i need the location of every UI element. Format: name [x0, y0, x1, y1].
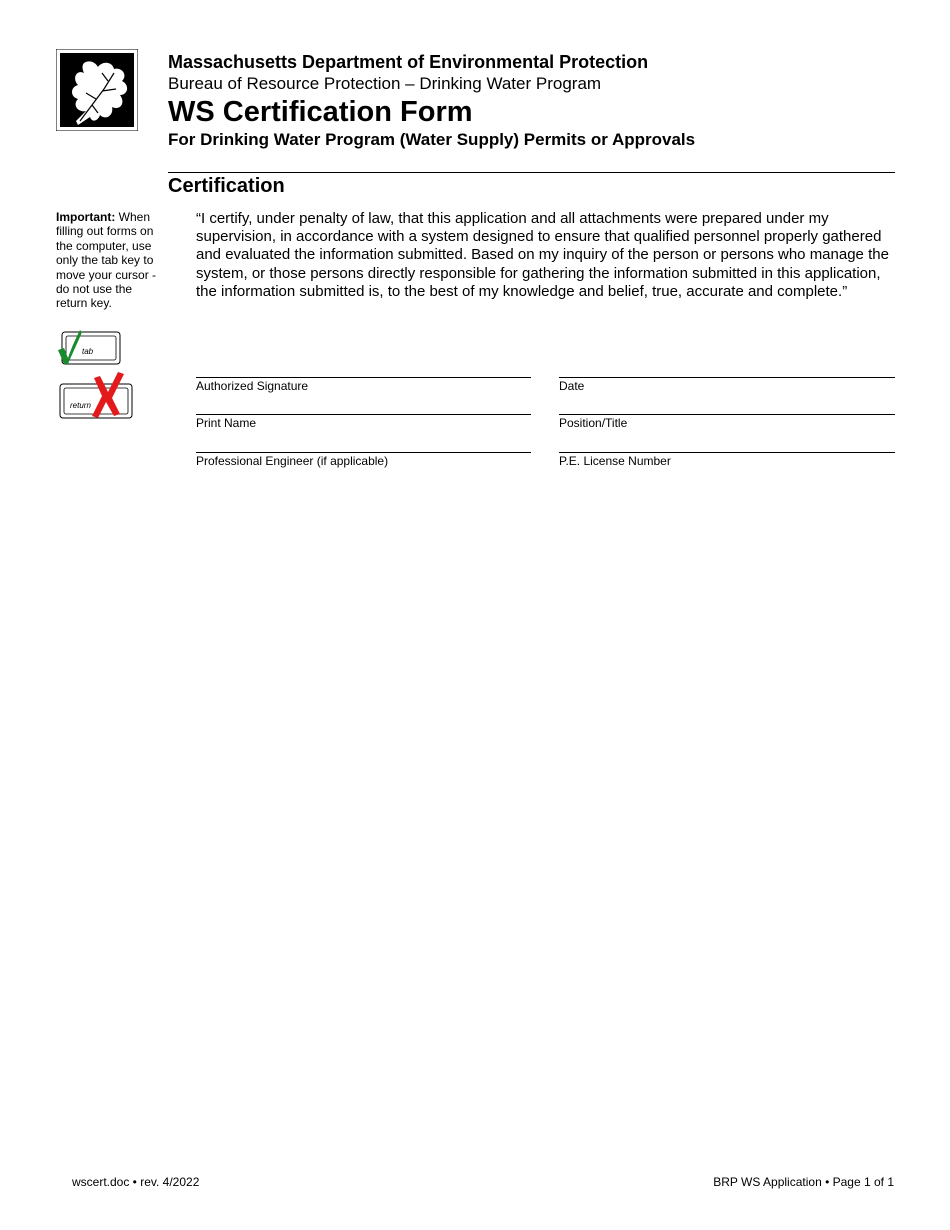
return-key-label: return: [70, 401, 91, 410]
massdep-leaf-logo-icon: [56, 49, 138, 131]
professional-engineer-field[interactable]: [196, 452, 531, 468]
important-text: When filling out forms on the computer, use only the tab key to move your cursor - do not use the return key.: [56, 210, 157, 311]
section-heading: Certification: [168, 175, 285, 197]
pe-license-number-label: P.E. License Number: [559, 454, 671, 468]
important-label: Important:: [56, 210, 116, 224]
bureau-name: Bureau of Resource Protection – Drinking Water Program: [168, 74, 602, 93]
section-divider: [168, 172, 895, 173]
pe-license-number-field[interactable]: [559, 452, 895, 468]
position-title-label: Position/Title: [559, 416, 628, 430]
print-name-field[interactable]: [196, 414, 531, 430]
footer-page-info: BRP WS Application • Page 1 of 1: [713, 1175, 894, 1189]
form-header: [168, 52, 895, 151]
print-name-label: Print Name: [196, 416, 257, 430]
professional-engineer-label: Professional Engineer (if applicable): [196, 454, 389, 468]
certification-statement: “I certify, under penalty of law, that this application and all attachments were prepared under my supervision, in accordance with a system designed to ensure that qualified personnel properly gathered and evaluated the information submitted. Based on my inquiry of the person or persons who manage the system, or those persons directly responsible for gathering the information submitted in this application, the information submitted is, to the best of my knowledge and belief, true, accurate and complete.”: [196, 210, 889, 300]
tab-key-label: tab: [82, 347, 94, 356]
agency-name: Massachusetts Department of Environmental Protection: [168, 52, 649, 72]
important-note: [56, 210, 160, 311]
authorized-signature-label: Authorized Signature: [196, 379, 309, 393]
footer-doc-info: wscert.doc • rev. 4/2022: [72, 1175, 200, 1189]
form-subtitle: For Drinking Water Program (Water Supply) Permits or Approvals: [168, 130, 696, 149]
tab-key-icon: [56, 328, 124, 368]
authorized-signature-field[interactable]: [196, 377, 531, 393]
date-label: Date: [559, 379, 585, 393]
date-field[interactable]: [559, 377, 895, 393]
position-title-field[interactable]: [559, 414, 895, 430]
return-key-icon: [56, 370, 136, 420]
form-title: WS Certification Form: [168, 96, 473, 128]
